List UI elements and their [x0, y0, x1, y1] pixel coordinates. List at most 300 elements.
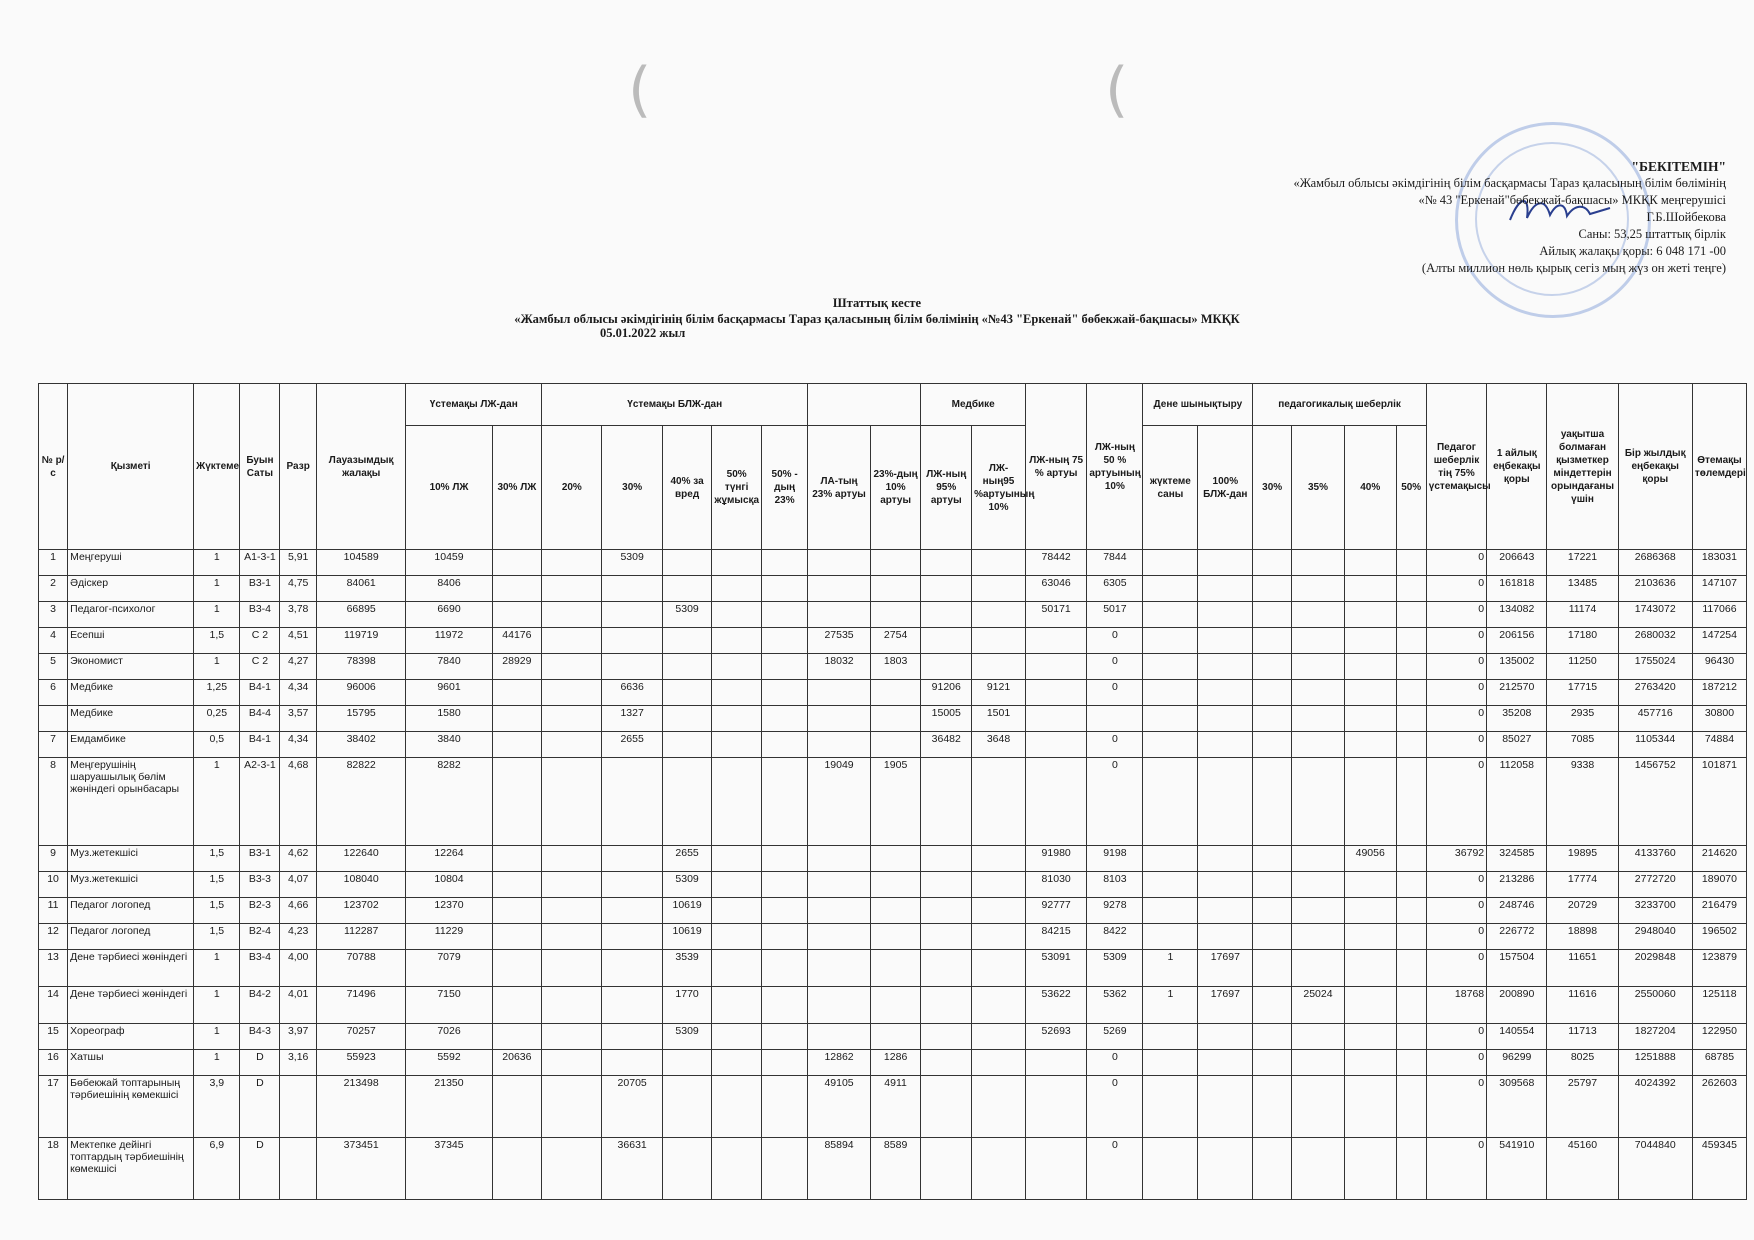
cell-position-name: Муз.жетекшісі — [68, 846, 194, 872]
cell-lj-75: 91980 — [1025, 846, 1086, 872]
header-lj95-10: ЛЖ-ның95 %артуының 10% — [972, 426, 1026, 550]
table-row — [39, 950, 1747, 987]
cell-lj-75 — [1025, 680, 1086, 706]
cell-bonus-10lj: 7150 — [406, 987, 492, 1024]
cell-bonus-20 — [542, 628, 602, 654]
cell-bonus-40: 5309 — [662, 1024, 712, 1050]
cell-la-23 — [808, 898, 870, 924]
cell-ped-75: 0 — [1426, 602, 1486, 628]
cell-la-23 — [808, 1024, 870, 1050]
cell-ped-35 — [1292, 950, 1345, 987]
cell-lj-50-10: 9198 — [1087, 846, 1143, 872]
cell-ped-75: 0 — [1426, 758, 1486, 846]
cell-ped-50 — [1396, 1050, 1426, 1076]
approval-heading: "БЕКІТЕМІН" — [1631, 159, 1726, 174]
cell-lj-75 — [1025, 1050, 1086, 1076]
cell-bonus-20 — [542, 706, 602, 732]
cell-bonus-50-night — [712, 950, 762, 987]
cell-position-name: Хореограф — [68, 1024, 194, 1050]
cell-position-name: Муз.жетекшісі — [68, 872, 194, 898]
cell-year-fund: 1251888 — [1618, 1050, 1692, 1076]
cell-ped-50 — [1396, 706, 1426, 732]
cell-lj-95 — [921, 758, 972, 846]
cell-lj-95-10: 1501 — [972, 706, 1026, 732]
cell-ped-50 — [1396, 654, 1426, 680]
cell-category: D — [240, 1076, 280, 1138]
cell-ped-75: 0 — [1426, 550, 1486, 576]
cell-la-23: 49105 — [808, 1076, 870, 1138]
cell-la-23: 19049 — [808, 758, 870, 846]
cell-category: В3-1 — [240, 576, 280, 602]
cell-bonus-40 — [662, 1138, 712, 1200]
cell-lj-95-10: 3648 — [972, 732, 1026, 758]
cell-lj-95: 91206 — [921, 680, 972, 706]
cell-vacancy: 11713 — [1547, 1024, 1618, 1050]
cell-ped-30 — [1253, 628, 1292, 654]
cell-lj-50-10: 8103 — [1087, 872, 1143, 898]
header-23-10: 23%-дың 10% артуы — [870, 426, 921, 550]
cell-pe-load-count — [1143, 1076, 1198, 1138]
cell-lj-50-10: 9278 — [1087, 898, 1143, 924]
cell-load: 1,5 — [194, 924, 240, 950]
cell-rank: 4,07 — [280, 872, 317, 898]
table-row — [39, 987, 1747, 1024]
cell-row-number: 2 — [39, 576, 68, 602]
cell-bonus-40: 2655 — [662, 846, 712, 872]
cell-bonus-50-night — [712, 706, 762, 732]
cell-bonus-50-night — [712, 924, 762, 950]
scan-mark: ( — [628, 55, 652, 125]
cell-load: 3,9 — [194, 1076, 240, 1138]
cell-vacancy: 7085 — [1547, 732, 1618, 758]
cell-pe-100 — [1198, 758, 1253, 846]
table-row — [39, 706, 1747, 732]
cell-bonus-30 — [602, 987, 662, 1024]
cell-vacancy: 18898 — [1547, 924, 1618, 950]
cell-ped-30 — [1253, 924, 1292, 950]
cell-lj-95-10 — [972, 602, 1026, 628]
cell-row-number: 9 — [39, 846, 68, 872]
cell-bonus-30: 1327 — [602, 706, 662, 732]
cell-bonus-40 — [662, 576, 712, 602]
cell-ped-75: 0 — [1426, 654, 1486, 680]
cell-lj-95 — [921, 1050, 972, 1076]
cell-position-name: Есепші — [68, 628, 194, 654]
cell-ped-35 — [1292, 758, 1345, 846]
cell-year-fund: 7044840 — [1618, 1138, 1692, 1200]
cell-month-fund: 206643 — [1487, 550, 1547, 576]
header-lj75: ЛЖ-ның 75 % артуы — [1025, 384, 1086, 550]
header-p35: 35% — [1292, 426, 1345, 550]
cell-ped-30 — [1253, 602, 1292, 628]
cell-bonus-20 — [542, 1050, 602, 1076]
cell-pe-load-count: 1 — [1143, 950, 1198, 987]
cell-lj-50-10: 0 — [1087, 654, 1143, 680]
cell-bonus-50-23 — [761, 628, 807, 654]
cell-rank: 4,34 — [280, 732, 317, 758]
cell-ped-40 — [1344, 550, 1396, 576]
cell-row-number: 4 — [39, 628, 68, 654]
table-row — [39, 732, 1747, 758]
cell-bonus-30 — [602, 628, 662, 654]
cell-position-name: Экономист — [68, 654, 194, 680]
cell-bonus-50-23 — [761, 706, 807, 732]
table-row — [39, 602, 1747, 628]
cell-bonus-40: 3539 — [662, 950, 712, 987]
cell-ped-40 — [1344, 732, 1396, 758]
cell-bonus-10lj: 21350 — [406, 1076, 492, 1138]
cell-la-23: 27535 — [808, 628, 870, 654]
document-subtitle: «Жамбыл облысы әкімдігінің білім басқармасы Тараз қаласының білім бөлімінің «№43 "Еркенай" бөбекжай-бақшасы» МКҚК — [514, 312, 1240, 326]
cell-bonus-30: 5309 — [602, 550, 662, 576]
cell-load: 1 — [194, 950, 240, 987]
cell-lj-50-10: 5269 — [1087, 1024, 1143, 1050]
table-row — [39, 550, 1747, 576]
cell-bonus-10lj: 7840 — [406, 654, 492, 680]
cell-bonus-30 — [602, 898, 662, 924]
cell-la-23 — [808, 732, 870, 758]
cell-lj-75 — [1025, 758, 1086, 846]
cell-lj-75: 52693 — [1025, 1024, 1086, 1050]
cell-load: 1 — [194, 758, 240, 846]
cell-vacancy: 9338 — [1547, 758, 1618, 846]
cell-lj-95 — [921, 576, 972, 602]
cell-bonus-10lj: 12370 — [406, 898, 492, 924]
cell-ped-50 — [1396, 758, 1426, 846]
cell-ped-40: 49056 — [1344, 846, 1396, 872]
cell-compensation: 30800 — [1692, 706, 1746, 732]
cell-ped-40 — [1344, 758, 1396, 846]
cell-bonus-40: 1770 — [662, 987, 712, 1024]
approval-staff-count: Саны: 53,25 штаттық бірлік — [1578, 227, 1726, 241]
cell-position-name: Педагог логопед — [68, 924, 194, 950]
approval-line: «№ 43 "Еркенай"бөбекжай-бақшасы» МКҚК меңгерушісі — [1418, 193, 1726, 207]
cell-load: 1,5 — [194, 628, 240, 654]
cell-pe-100 — [1198, 898, 1253, 924]
cell-bonus-50-night — [712, 576, 762, 602]
cell-ped-30 — [1253, 550, 1292, 576]
cell-la-23 — [808, 987, 870, 1024]
cell-bonus-10lj: 10804 — [406, 872, 492, 898]
cell-compensation: 147254 — [1692, 628, 1746, 654]
cell-bonus-40 — [662, 680, 712, 706]
header-10lj: 10% ЛЖ — [406, 426, 492, 550]
cell-la-23: 18032 — [808, 654, 870, 680]
cell-ped-35 — [1292, 1138, 1345, 1200]
cell-salary: 96006 — [316, 680, 405, 706]
cell-rank: 5,91 — [280, 550, 317, 576]
cell-lj-95 — [921, 602, 972, 628]
cell-salary: 71496 — [316, 987, 405, 1024]
cell-bonus-20 — [542, 987, 602, 1024]
cell-lj-95: 36482 — [921, 732, 972, 758]
header-category: Буын Саты — [240, 384, 280, 550]
table-row — [39, 872, 1747, 898]
cell-lj-75 — [1025, 732, 1086, 758]
cell-bonus-50-23 — [761, 602, 807, 628]
cell-lj-95-10 — [972, 987, 1026, 1024]
cell-ped-35 — [1292, 1050, 1345, 1076]
cell-ped-30 — [1253, 1050, 1292, 1076]
cell-ped-50 — [1396, 898, 1426, 924]
cell-load: 1 — [194, 576, 240, 602]
cell-month-fund: 541910 — [1487, 1138, 1547, 1200]
cell-load: 0,25 — [194, 706, 240, 732]
cell-vacancy: 11250 — [1547, 654, 1618, 680]
cell-ped-40 — [1344, 987, 1396, 1024]
cell-lj-75: 81030 — [1025, 872, 1086, 898]
cell-bonus-30 — [602, 1050, 662, 1076]
cell-category: В3-4 — [240, 602, 280, 628]
cell-lj-50-10 — [1087, 706, 1143, 732]
cell-bonus-30 — [602, 1024, 662, 1050]
header-group-empty — [808, 384, 921, 426]
cell-rank: 4,00 — [280, 950, 317, 987]
header-p30: 30% — [1253, 426, 1292, 550]
cell-compensation: 74884 — [1692, 732, 1746, 758]
cell-bonus-50-23 — [761, 846, 807, 872]
cell-ped-50 — [1396, 872, 1426, 898]
cell-ped-50 — [1396, 1138, 1426, 1200]
cell-pe-100 — [1198, 550, 1253, 576]
cell-bonus-30lj: 44176 — [492, 628, 542, 654]
cell-pe-load-count — [1143, 654, 1198, 680]
cell-year-fund: 4024392 — [1618, 1076, 1692, 1138]
cell-ped-40 — [1344, 1076, 1396, 1138]
cell-load: 1 — [194, 654, 240, 680]
cell-lj-50-10: 0 — [1087, 1050, 1143, 1076]
cell-year-fund: 2948040 — [1618, 924, 1692, 950]
cell-rank — [280, 1138, 317, 1200]
cell-pe-100 — [1198, 576, 1253, 602]
cell-bonus-40 — [662, 732, 712, 758]
cell-ped-75: 0 — [1426, 898, 1486, 924]
cell-bonus-40 — [662, 628, 712, 654]
cell-bonus-40 — [662, 758, 712, 846]
cell-row-number: 13 — [39, 950, 68, 987]
cell-bonus-50-23 — [761, 1050, 807, 1076]
cell-ped-75: 0 — [1426, 950, 1486, 987]
cell-pe-load-count — [1143, 602, 1198, 628]
header-group-pe: Дене шынықтыру — [1143, 384, 1253, 426]
cell-lj-50-10: 5017 — [1087, 602, 1143, 628]
cell-category: В3-3 — [240, 872, 280, 898]
cell-month-fund: 206156 — [1487, 628, 1547, 654]
cell-ped-40 — [1344, 898, 1396, 924]
cell-bonus-20 — [542, 732, 602, 758]
cell-vacancy: 17221 — [1547, 550, 1618, 576]
cell-vacancy: 19895 — [1547, 846, 1618, 872]
cell-ped-40 — [1344, 1050, 1396, 1076]
cell-vacancy: 8025 — [1547, 1050, 1618, 1076]
cell-compensation: 183031 — [1692, 550, 1746, 576]
cell-pe-100 — [1198, 872, 1253, 898]
cell-vacancy: 17180 — [1547, 628, 1618, 654]
cell-year-fund: 2103636 — [1618, 576, 1692, 602]
cell-bonus-50-night — [712, 758, 762, 846]
cell-lj-95-10 — [972, 628, 1026, 654]
cell-ped-50 — [1396, 846, 1426, 872]
cell-rank: 4,51 — [280, 628, 317, 654]
cell-bonus-20 — [542, 898, 602, 924]
cell-bonus-50-night — [712, 846, 762, 872]
cell-row-number: 12 — [39, 924, 68, 950]
cell-rank: 3,16 — [280, 1050, 317, 1076]
cell-bonus-23-10: 4911 — [870, 1076, 921, 1138]
cell-bonus-50-23 — [761, 1024, 807, 1050]
cell-ped-50 — [1396, 1076, 1426, 1138]
cell-salary: 38402 — [316, 732, 405, 758]
cell-bonus-10lj: 8406 — [406, 576, 492, 602]
cell-bonus-20 — [542, 1024, 602, 1050]
cell-pe-100 — [1198, 1024, 1253, 1050]
cell-position-name: Мектепке дейінгі топтардың тәрбиешінің көмекшісі — [68, 1138, 194, 1200]
cell-bonus-50-23 — [761, 987, 807, 1024]
table-row — [39, 758, 1747, 846]
cell-ped-50 — [1396, 550, 1426, 576]
cell-compensation: 147107 — [1692, 576, 1746, 602]
cell-ped-50 — [1396, 987, 1426, 1024]
cell-position-name: Емдамбике — [68, 732, 194, 758]
cell-bonus-20 — [542, 680, 602, 706]
cell-compensation: 262603 — [1692, 1076, 1746, 1138]
cell-ped-40 — [1344, 602, 1396, 628]
cell-bonus-50-23 — [761, 680, 807, 706]
cell-pe-load-count — [1143, 628, 1198, 654]
cell-pe-100: 17697 — [1198, 950, 1253, 987]
cell-row-number: 16 — [39, 1050, 68, 1076]
cell-bonus-30 — [602, 758, 662, 846]
cell-bonus-23-10 — [870, 602, 921, 628]
cell-lj-95: 15005 — [921, 706, 972, 732]
scan-mark: ( — [1105, 55, 1129, 125]
cell-category: В4-3 — [240, 1024, 280, 1050]
cell-year-fund: 1743072 — [1618, 602, 1692, 628]
cell-ped-75: 0 — [1426, 706, 1486, 732]
cell-category: В3-4 — [240, 950, 280, 987]
cell-lj-75: 53091 — [1025, 950, 1086, 987]
cell-position-name: Педагог-психолог — [68, 602, 194, 628]
cell-la-23 — [808, 924, 870, 950]
cell-ped-35 — [1292, 550, 1345, 576]
cell-bonus-23-10 — [870, 550, 921, 576]
cell-pe-load-count — [1143, 680, 1198, 706]
cell-category: В2-3 — [240, 898, 280, 924]
cell-category: С 2 — [240, 628, 280, 654]
cell-rank: 4,66 — [280, 898, 317, 924]
cell-category: D — [240, 1050, 280, 1076]
cell-bonus-50-night — [712, 987, 762, 1024]
table-row — [39, 680, 1747, 706]
cell-position-name: Әдіскер — [68, 576, 194, 602]
header-30: 30% — [602, 426, 662, 550]
document-title-block — [0, 295, 1754, 327]
cell-bonus-20 — [542, 576, 602, 602]
cell-ped-50 — [1396, 628, 1426, 654]
cell-bonus-23-10: 1286 — [870, 1050, 921, 1076]
cell-bonus-30lj: 28929 — [492, 654, 542, 680]
cell-bonus-20 — [542, 654, 602, 680]
cell-pe-load-count — [1143, 576, 1198, 602]
cell-ped-30 — [1253, 898, 1292, 924]
cell-compensation: 101871 — [1692, 758, 1746, 846]
cell-salary: 15795 — [316, 706, 405, 732]
cell-row-number: 3 — [39, 602, 68, 628]
cell-bonus-50-23 — [761, 872, 807, 898]
cell-month-fund: 157504 — [1487, 950, 1547, 987]
cell-pe-100 — [1198, 924, 1253, 950]
cell-bonus-50-23 — [761, 732, 807, 758]
cell-vacancy: 45160 — [1547, 1138, 1618, 1200]
cell-bonus-23-10 — [870, 706, 921, 732]
cell-month-fund: 248746 — [1487, 898, 1547, 924]
cell-pe-100 — [1198, 706, 1253, 732]
cell-pe-100 — [1198, 1138, 1253, 1200]
cell-bonus-10lj: 6690 — [406, 602, 492, 628]
cell-bonus-20 — [542, 1138, 602, 1200]
cell-ped-30 — [1253, 1076, 1292, 1138]
cell-ped-40 — [1344, 628, 1396, 654]
cell-category: В4-1 — [240, 680, 280, 706]
table-row — [39, 924, 1747, 950]
header-30lj: 30% ЛЖ — [492, 426, 542, 550]
cell-ped-40 — [1344, 872, 1396, 898]
cell-lj-95-10 — [972, 950, 1026, 987]
cell-position-name: Дене тәрбиесі жөніндегі — [68, 987, 194, 1024]
cell-ped-35 — [1292, 680, 1345, 706]
header-p40: 40% — [1344, 426, 1396, 550]
cell-bonus-30 — [602, 654, 662, 680]
approval-payroll-words: (Алты миллион нөль қырық сегіз мың жүз он жеті теңге) — [1421, 261, 1726, 275]
cell-lj-95-10 — [972, 924, 1026, 950]
cell-bonus-50-night — [712, 602, 762, 628]
cell-position-name: Меңгерушінің шаруашылық бөлім жөніндегі орынбасары — [68, 758, 194, 846]
cell-bonus-23-10: 1803 — [870, 654, 921, 680]
cell-rank: 3,78 — [280, 602, 317, 628]
header-position: Қызметі — [68, 384, 194, 550]
table-row — [39, 1076, 1747, 1138]
cell-compensation: 216479 — [1692, 898, 1746, 924]
header-month-fund: 1 айлық еңбекақы қоры — [1487, 384, 1547, 550]
cell-year-fund: 1105344 — [1618, 732, 1692, 758]
cell-vacancy: 11174 — [1547, 602, 1618, 628]
cell-year-fund: 4133760 — [1618, 846, 1692, 872]
table-row — [39, 1024, 1747, 1050]
cell-vacancy: 11616 — [1547, 987, 1618, 1024]
cell-bonus-30lj — [492, 924, 542, 950]
cell-bonus-30lj — [492, 1138, 542, 1200]
cell-bonus-50-night — [712, 550, 762, 576]
cell-lj-95 — [921, 950, 972, 987]
cell-bonus-30lj — [492, 987, 542, 1024]
cell-bonus-50-23 — [761, 576, 807, 602]
cell-la-23 — [808, 706, 870, 732]
cell-row-number: 17 — [39, 1076, 68, 1138]
cell-compensation: 123879 — [1692, 950, 1746, 987]
cell-row-number: 10 — [39, 872, 68, 898]
table-row — [39, 628, 1747, 654]
table-row — [39, 576, 1747, 602]
cell-bonus-10lj: 10459 — [406, 550, 492, 576]
cell-vacancy: 11651 — [1547, 950, 1618, 987]
cell-compensation: 459345 — [1692, 1138, 1746, 1200]
cell-row-number: 8 — [39, 758, 68, 846]
cell-year-fund: 1456752 — [1618, 758, 1692, 846]
approval-signer: Г.Б.Шойбекова — [1646, 210, 1726, 224]
cell-ped-30 — [1253, 758, 1292, 846]
cell-bonus-40 — [662, 550, 712, 576]
cell-lj-95 — [921, 987, 972, 1024]
